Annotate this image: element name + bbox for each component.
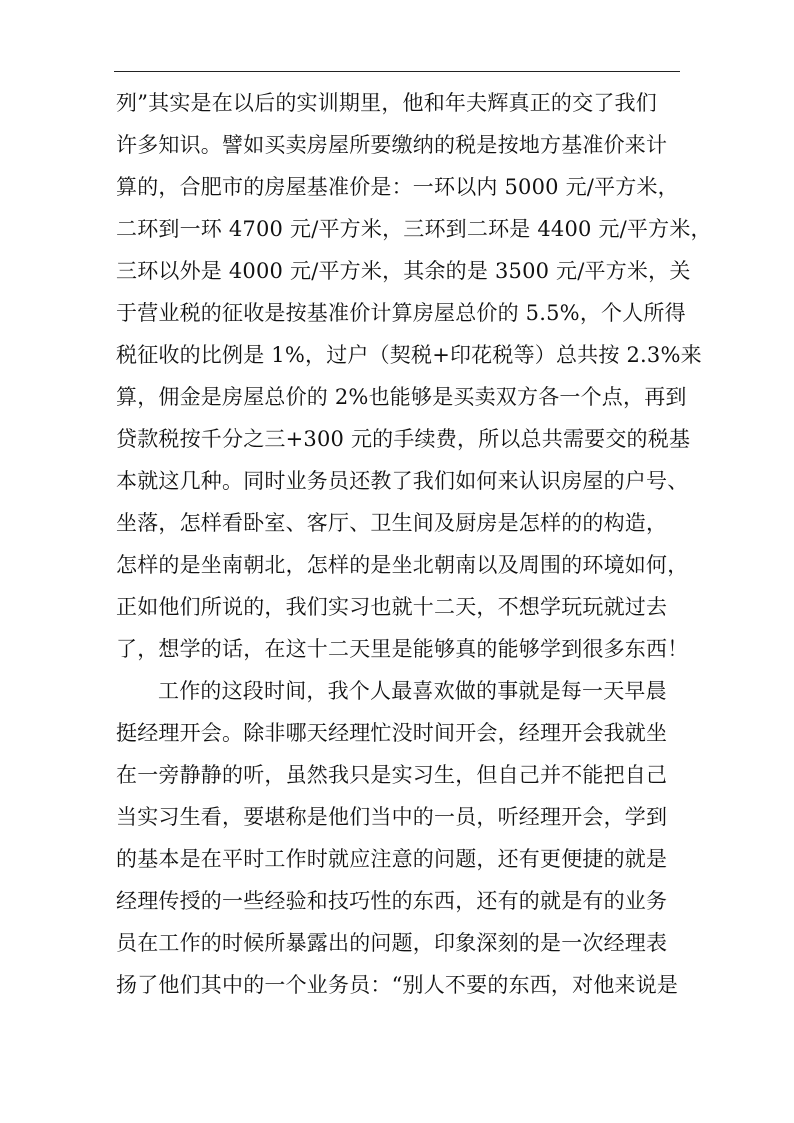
paragraph-2 — [116, 670, 682, 1006]
text-line: 了，想学的话，在这十二天里是能够真的能够学到很多东西！ — [116, 637, 689, 661]
document-body — [116, 82, 712, 1006]
text-line-indented: 工作的这段时间，我个人最喜欢做的事就是每一天早晨 — [158, 679, 667, 703]
text-line: 怎样的是坐南朝北，怎样的是坐北朝南以及周围的环境如何， — [116, 553, 689, 577]
text-line: 扬了他们其中的一个业务员：“别人不要的东西，对他来说是 — [116, 973, 679, 997]
text-line: 三环以外是 4000 元/平方米，其余的是 3500 元/平方米，关 — [116, 259, 691, 283]
text-line: 税征收的比例是 1%，过户（契税+印花税等）总共按 2.3%来 — [116, 343, 702, 367]
text-line: 挺经理开会。除非哪天经理忙没时间开会，经理开会我就坐 — [116, 721, 668, 745]
paragraph-1 — [116, 82, 712, 670]
text-line: 贷款税按千分之三+300 元的手续费，所以总共需要交的税基 — [116, 427, 691, 451]
header-rule — [114, 71, 680, 72]
text-line: 正如他们所说的，我们实习也就十二天，不想学玩玩就过去 — [116, 595, 668, 619]
text-line: 员在工作的时候所暴露出的问题，印象深刻的是一次经理表 — [116, 931, 668, 955]
text-line: 当实习生看，要堪称是他们当中的一员，听经理开会，学到 — [116, 805, 668, 829]
text-line: 二环到一环 4700 元/平方米，三环到二环是 4400 元/平方米， — [116, 217, 712, 241]
text-line: 算，佣金是房屋总价的 2%也能够是买卖双方各一个点，再到 — [116, 385, 687, 409]
text-line: 坐落，怎样看卧室、客厅、卫生间及厨房是怎样的的构造， — [116, 511, 668, 535]
text-line: 的基本是在平时工作时就应注意的问题，还有更便捷的就是 — [116, 847, 668, 871]
text-line: 本就这几种。同时业务员还教了我们如何来认识房屋的户号、 — [116, 469, 689, 493]
text-line: 在一旁静静的听，虽然我只是实习生，但自己并不能把自己 — [116, 763, 668, 787]
text-line: 于营业税的征收是按基准价计算房屋总价的 5.5%，个人所得 — [116, 301, 686, 325]
text-line: 许多知识。譬如买卖房屋所要缴纳的税是按地方基准价来计 — [116, 133, 668, 157]
text-line: 算的，合肥市的房屋基准价是：一环以内 5000 元/平方米， — [116, 175, 679, 199]
text-line: 经理传授的一些经验和技巧性的东西，还有的就是有的业务 — [116, 889, 668, 913]
text-line: 列”其实是在以后的实训期里，他和年夫辉真正的交了我们 — [116, 91, 657, 115]
